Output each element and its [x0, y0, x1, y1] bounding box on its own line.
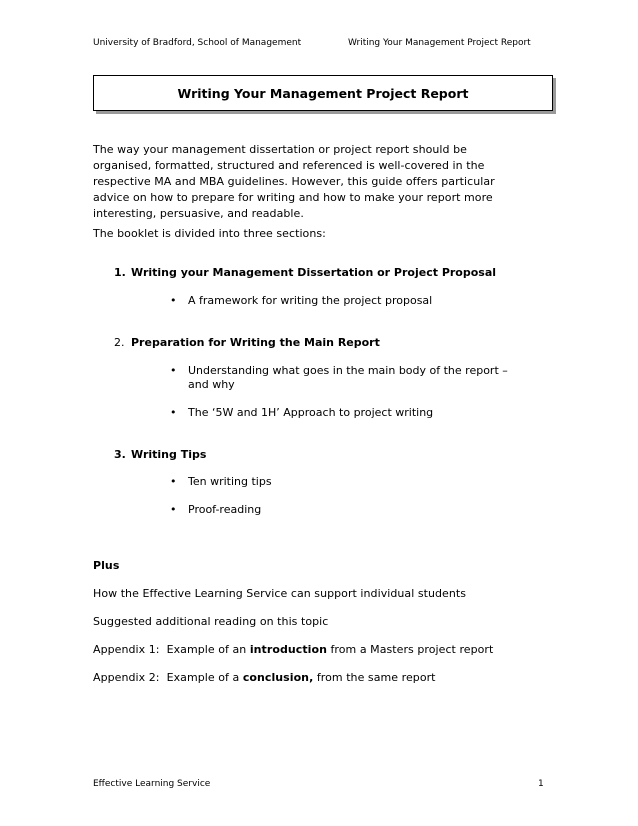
appendix-1-suffix: from a Masters project report — [326, 643, 494, 656]
appendix-1-bold: introduction — [249, 643, 327, 656]
intro-line: organised, formatted, structured and referenced is well-covered in the — [93, 159, 485, 172]
bullet-line: and why — [188, 378, 235, 391]
page-number: 1 — [538, 779, 544, 789]
intro-line: advice on how to prepare for writing and how to make your report more — [93, 191, 493, 204]
sections-intro: The booklet is divided into three sections: — [93, 227, 326, 240]
section-3-bullet-2: Proof-reading — [188, 503, 262, 516]
plus-line-2: Suggested additional reading on this topic — [93, 615, 329, 628]
bullet-icon: • — [170, 503, 177, 516]
intro-line: interesting, persuasive, and readable. — [93, 207, 304, 220]
appendix-1 — [93, 642, 493, 658]
appendix-2-bold: conclusion, — [242, 671, 314, 684]
section-2-bullet-2: The ‘5W and 1H’ Approach to project writing — [188, 406, 434, 419]
footer-left: Effective Learning Service — [93, 779, 211, 789]
bullet-line: Understanding what goes in the main body of the report – — [188, 364, 508, 377]
appendix-2 — [93, 670, 436, 686]
section-2-bullet-1 — [188, 364, 508, 392]
intro-line: respective MA and MBA guidelines. However, this guide offers particular — [93, 175, 495, 188]
document-title: Writing Your Management Project Report — [177, 85, 469, 101]
running-header-left: University of Bradford, School of Management — [93, 38, 302, 48]
appendix-2-prefix: Appendix 2: Example of a — [93, 671, 243, 684]
appendix-2-suffix: from the same report — [313, 671, 436, 684]
bullet-icon: • — [170, 475, 177, 488]
title-box — [93, 75, 553, 111]
intro-paragraph — [93, 142, 495, 222]
section-3-number: 3. — [114, 448, 126, 461]
plus-line-1: How the Effective Learning Service can support individual students — [93, 587, 467, 600]
section-3-bullet-1: Ten writing tips — [188, 475, 272, 488]
section-2-number: 2. — [114, 336, 125, 349]
appendix-1-prefix: Appendix 1: Example of an — [93, 643, 250, 656]
section-1-bullet-1: A framework for writing the project proposal — [188, 294, 433, 307]
plus-heading: Plus — [93, 559, 120, 572]
bullet-icon: • — [170, 294, 177, 307]
section-1-number: 1. — [114, 266, 126, 279]
running-header-right: Writing Your Management Project Report — [348, 38, 531, 48]
bullet-icon: • — [170, 364, 177, 377]
intro-line: The way your management dissertation or project report should be — [93, 143, 467, 156]
section-1-title: Writing your Management Dissertation or Project Proposal — [131, 266, 497, 279]
section-3-title: Writing Tips — [131, 448, 207, 461]
bullet-icon: • — [170, 406, 177, 419]
section-2-title: Preparation for Writing the Main Report — [131, 336, 380, 349]
